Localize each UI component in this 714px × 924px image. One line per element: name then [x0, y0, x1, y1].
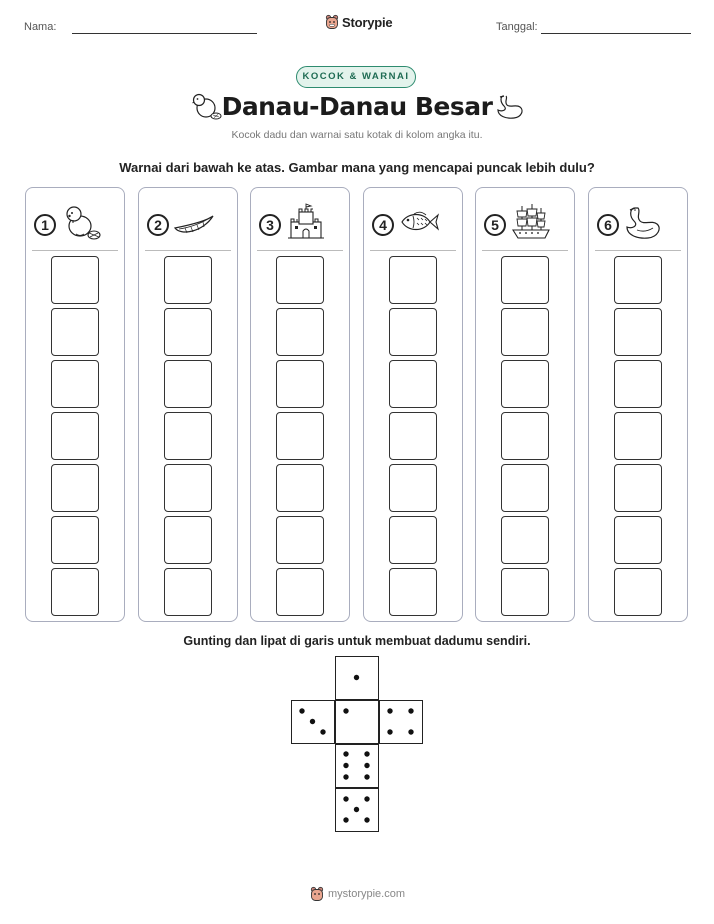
ship-icon	[510, 202, 552, 247]
column-header	[147, 202, 215, 247]
brand-name: Storypie	[342, 14, 393, 30]
color-box[interactable]	[164, 308, 212, 356]
column-divider	[145, 250, 231, 251]
color-box[interactable]	[501, 256, 549, 304]
date-label: Tanggal:	[496, 21, 538, 33]
color-box[interactable]	[614, 256, 662, 304]
dice-face-top	[335, 656, 379, 700]
column-number: 2	[147, 214, 169, 236]
canoe-icon	[173, 202, 215, 247]
color-box[interactable]	[501, 412, 549, 460]
color-column-5	[475, 187, 575, 622]
sandcastle-icon	[285, 202, 327, 247]
color-box[interactable]	[164, 568, 212, 616]
color-box[interactable]	[614, 308, 662, 356]
fish-icon	[398, 202, 440, 247]
date-line[interactable]	[541, 33, 691, 34]
color-box[interactable]	[501, 308, 549, 356]
color-box[interactable]	[51, 256, 99, 304]
column-header	[484, 202, 552, 247]
color-column-1	[25, 187, 125, 622]
swan-icon	[623, 202, 665, 247]
color-box[interactable]	[614, 412, 662, 460]
cut-instruction: Gunting dan lipat di garis untuk membuat dadumu sendiri.	[183, 634, 531, 648]
color-box[interactable]	[389, 308, 437, 356]
color-box[interactable]	[501, 360, 549, 408]
name-label: Nama:	[24, 21, 57, 33]
column-number: 6	[597, 214, 619, 236]
dice-face-center	[335, 700, 379, 744]
color-box[interactable]	[164, 516, 212, 564]
color-box[interactable]	[51, 568, 99, 616]
dice-face-right	[379, 700, 423, 744]
color-box[interactable]	[501, 516, 549, 564]
color-box[interactable]	[389, 516, 437, 564]
brand-logo	[325, 14, 392, 30]
dice-face-bottom	[335, 788, 379, 832]
column-divider	[370, 250, 456, 251]
storypie-mascot-icon	[310, 886, 324, 902]
column-header	[259, 202, 327, 247]
color-box[interactable]	[389, 412, 437, 460]
page-subtitle: Kocok dadu dan warnai satu kotak di kolom angka itu.	[231, 129, 483, 141]
column-divider	[32, 250, 118, 251]
column-divider	[257, 250, 343, 251]
column-header	[34, 202, 102, 247]
color-box[interactable]	[501, 464, 549, 512]
color-box[interactable]	[51, 412, 99, 460]
activity-badge: KOCOK & WARNAI	[296, 66, 416, 88]
color-box[interactable]	[51, 516, 99, 564]
column-header	[372, 202, 440, 247]
instruction-text: Warnai dari bawah ke atas. Gambar mana yang mencapai puncak lebih dulu?	[119, 160, 595, 175]
column-number: 5	[484, 214, 506, 236]
beaver-icon	[60, 202, 102, 247]
color-box[interactable]	[164, 360, 212, 408]
color-column-6	[588, 187, 688, 622]
color-box[interactable]	[276, 256, 324, 304]
color-box[interactable]	[51, 360, 99, 408]
color-box[interactable]	[164, 464, 212, 512]
color-box[interactable]	[614, 464, 662, 512]
page-title: Danau-Danau Besar	[221, 92, 493, 121]
column-number: 4	[372, 214, 394, 236]
footer	[310, 886, 405, 902]
color-box[interactable]	[276, 360, 324, 408]
dice-face-lower	[335, 744, 379, 788]
color-box[interactable]	[276, 412, 324, 460]
color-box[interactable]	[614, 360, 662, 408]
color-box[interactable]	[276, 568, 324, 616]
column-number: 3	[259, 214, 281, 236]
dice-face-left	[291, 700, 335, 744]
swan-icon	[492, 90, 526, 122]
color-box[interactable]	[51, 464, 99, 512]
color-box[interactable]	[276, 516, 324, 564]
color-box[interactable]	[389, 360, 437, 408]
color-box[interactable]	[389, 464, 437, 512]
color-box[interactable]	[389, 568, 437, 616]
footer-url[interactable]: mystorypie.com	[328, 888, 406, 900]
color-column-2	[138, 187, 238, 622]
color-box[interactable]	[501, 568, 549, 616]
color-box[interactable]	[164, 412, 212, 460]
color-box[interactable]	[614, 568, 662, 616]
column-divider	[595, 250, 681, 251]
color-column-3	[250, 187, 350, 622]
column-header	[597, 202, 665, 247]
storypie-mascot-icon	[325, 14, 339, 30]
color-box[interactable]	[389, 256, 437, 304]
color-box[interactable]	[164, 256, 212, 304]
color-box[interactable]	[614, 516, 662, 564]
column-number: 1	[34, 214, 56, 236]
name-line[interactable]	[72, 33, 257, 34]
color-box[interactable]	[276, 464, 324, 512]
color-column-4	[363, 187, 463, 622]
column-divider	[482, 250, 568, 251]
color-box[interactable]	[51, 308, 99, 356]
color-box[interactable]	[276, 308, 324, 356]
